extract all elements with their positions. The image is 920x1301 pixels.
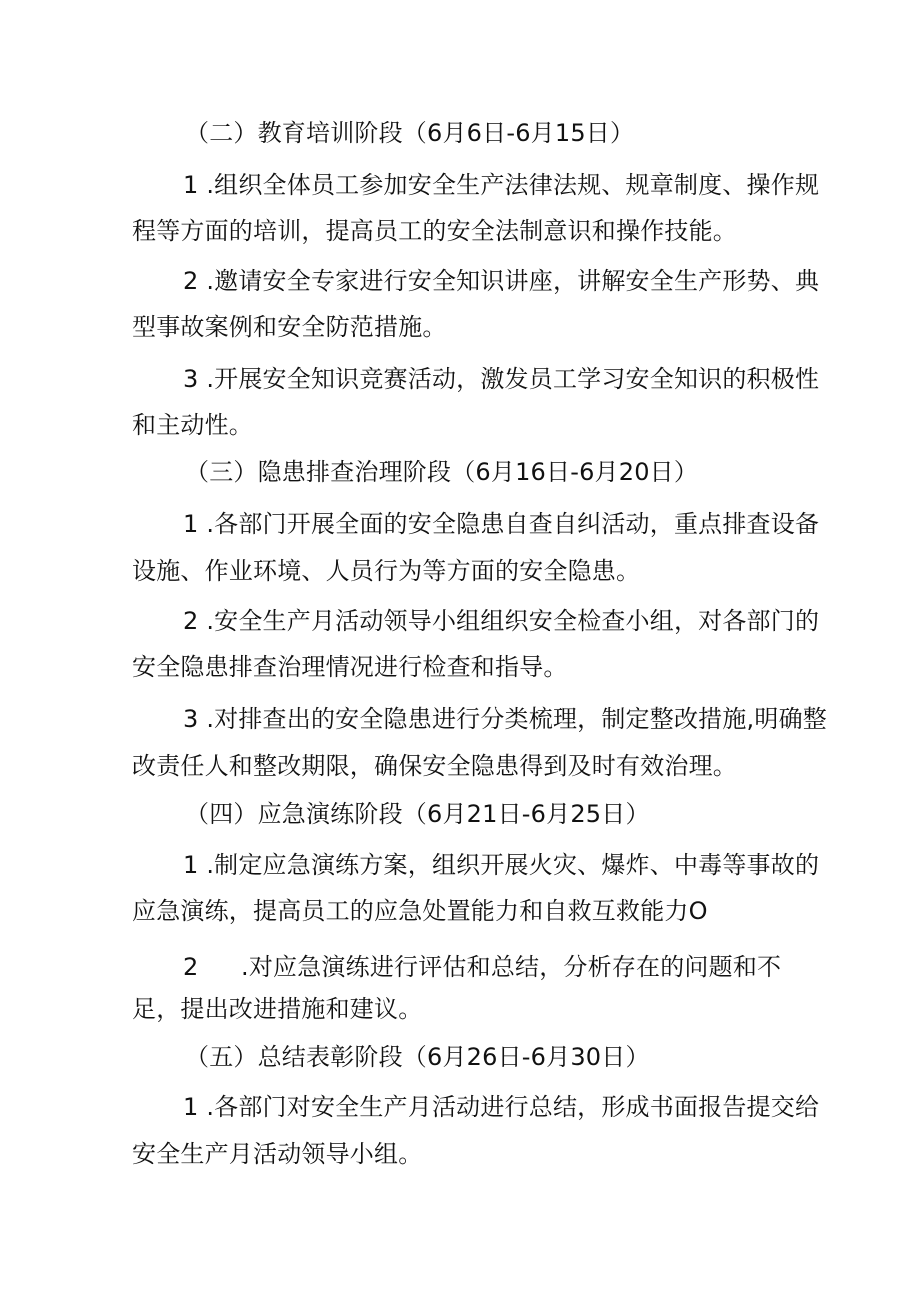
- paragraph-line: 和主动性。: [132, 411, 253, 439]
- item-number: 3: [183, 705, 199, 733]
- item-number: 2: [183, 607, 199, 635]
- item-text: .安全生产月活动领导小组组织安全检查小组，对各部门的: [206, 607, 820, 635]
- paragraph-line: 设施、作业环境、人员行为等方面的安全隐患。: [132, 557, 641, 585]
- item-text: .各部门开展全面的安全隐患自查自纠活动，重点排査设备: [206, 510, 820, 538]
- item-text: .对应急演练进行评估和总结，分析存在的问题和不: [241, 953, 782, 981]
- section-heading-2: （二）教育培训阶段（6月6日-6月15日）: [185, 119, 635, 147]
- item-text: .开展安全知识竞赛活动，激发员工学习安全知识的积极性: [206, 365, 820, 393]
- item-number: 1: [183, 510, 199, 538]
- item-number: 3: [183, 365, 199, 393]
- item-text: .邀请安全专家进行安全知识讲座，讲解安全生产形势、典: [206, 267, 820, 295]
- item-number: 2: [183, 267, 199, 295]
- item-number: 1: [183, 171, 199, 199]
- paragraph-line: 足，提出改进措施和建议。: [132, 995, 423, 1023]
- paragraph-line: [183, 362, 819, 396]
- paragraph-line: 应急演练，提高员工的应急处置能力和自救互救能力O: [132, 897, 708, 925]
- item-number: 1: [183, 1093, 199, 1121]
- paragraph-line: [183, 264, 819, 298]
- item-number: 1: [183, 851, 199, 879]
- item-text: .组织全体员工参加安全生产法律法规、规章制度、操作规: [206, 171, 820, 199]
- paragraph-line: 安全隐患排查治理情况进行检查和指导。: [132, 653, 568, 681]
- paragraph-line: 安全生产月活动领导小组。: [132, 1140, 423, 1168]
- paragraph-line: 程等方面的培训，提高员工的安全法制意识和操作技能。: [132, 217, 737, 245]
- item-text: .对排查出的安全隐患进行分类梳理，制定整改措施,明确整: [206, 705, 827, 733]
- item-text: .各部门对安全生产月活动进行总结，形成书面报告提交给: [206, 1093, 820, 1121]
- paragraph-line: [183, 168, 819, 202]
- paragraph-line: [183, 507, 819, 541]
- section-heading-4: （四）应急演练阶段（6月21日-6月25日）: [185, 800, 650, 828]
- item-number: 2: [183, 953, 199, 981]
- paragraph-line: [183, 604, 819, 638]
- paragraph-line: [183, 702, 827, 736]
- paragraph-line: 改责任人和整改期限，确保安全隐患得到及时有效治理。: [132, 752, 737, 780]
- paragraph-line: 型事故案例和安全防范措施。: [132, 313, 447, 341]
- section-heading-5: （五）总结表彰阶段（6月26日-6月30日）: [185, 1043, 650, 1071]
- paragraph-line: [183, 950, 781, 984]
- paragraph-line: [183, 1090, 819, 1124]
- section-heading-3: （三）隐患排查治理阶段（6月16日-6月20日）: [185, 458, 699, 486]
- item-text: .制定应急演练方案，组织开展火灾、爆炸、中毒等事故的: [206, 851, 820, 879]
- paragraph-line: [183, 848, 819, 882]
